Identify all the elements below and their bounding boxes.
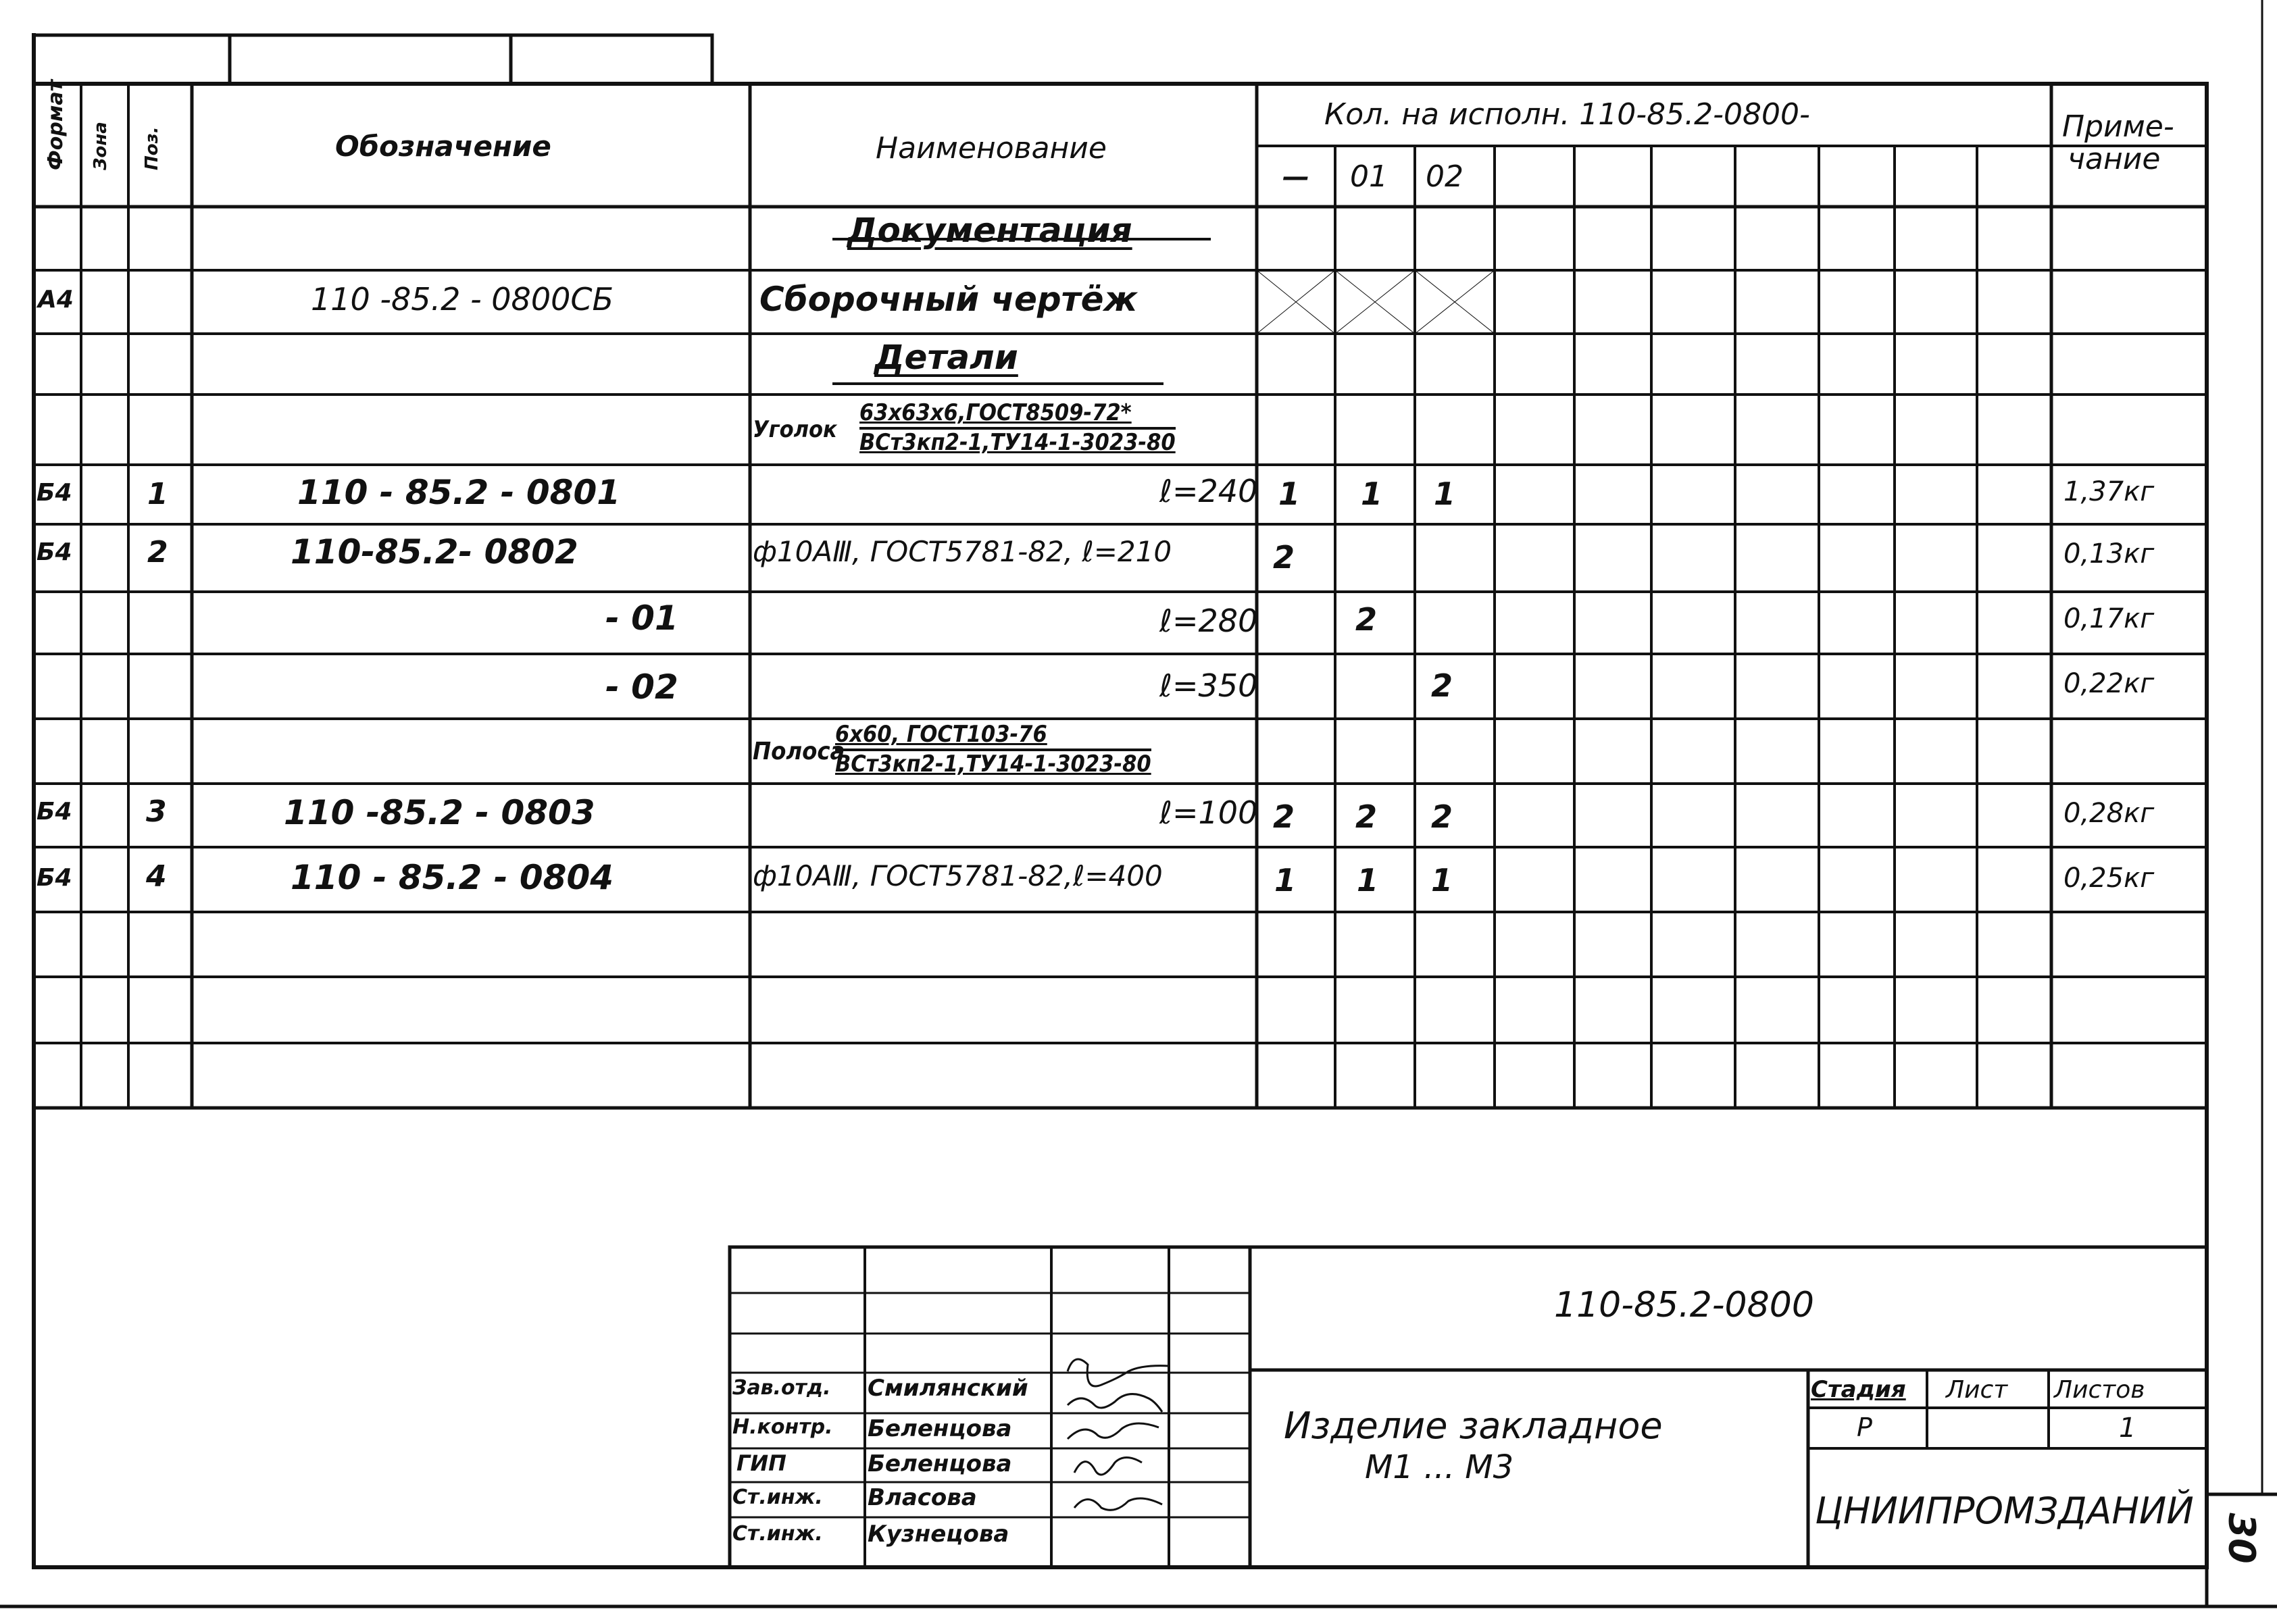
row-name: ф10АⅢ, ГОСТ5781-82,ℓ=400 [753, 859, 1163, 892]
row-designation: 110 -85.2 - 0803 [284, 793, 595, 832]
row-pos: 3 [146, 794, 167, 829]
row-qty-01: 2 [1355, 798, 1378, 835]
qty-title: Кол. на исполн. 110-85.2-0800- [1324, 97, 1810, 132]
row-pos: 4 [146, 859, 167, 894]
signature-3 [1068, 1423, 1159, 1439]
material-strip [753, 721, 1151, 777]
stage-value: Р [1857, 1413, 1872, 1442]
qty-variant-02: 02 [1426, 159, 1463, 194]
item-name-line2: М1 ... М3 [1365, 1448, 1514, 1486]
staff-role: Н.контр. [732, 1415, 833, 1439]
sheets-label: Листов [2054, 1376, 2145, 1404]
row-qty-02: 1 [1434, 476, 1456, 512]
staff-name: Беленцова [868, 1450, 1012, 1477]
row-format: Б4 [36, 798, 72, 826]
staff-name: Кузнецова [868, 1521, 1009, 1548]
material-angle-prefix: Уголок [753, 416, 837, 443]
staff-role: Ст.инж. [732, 1522, 823, 1546]
row-note: 0,22кг [2063, 668, 2155, 699]
row-note: 0,28кг [2063, 798, 2155, 829]
col-format-label: Формат [44, 80, 68, 170]
row-note: 0,17кг [2063, 603, 2155, 634]
row-name: ℓ=100 [1159, 794, 1258, 831]
row-designation: 110 - 85.2 - 0804 [291, 858, 614, 897]
row-note: 0,13кг [2063, 538, 2155, 569]
section-details: Детали [874, 338, 1018, 377]
row-format: А4 [38, 286, 74, 313]
row-qty-base: 1 [1274, 862, 1297, 898]
row-qty-02: 2 [1431, 667, 1453, 704]
row-qty-01: 1 [1357, 862, 1379, 898]
material-angle [753, 400, 1176, 455]
note-label-line2: чание [2068, 142, 2161, 176]
row-qty-01: 2 [1355, 601, 1378, 638]
row-format: Б4 [36, 479, 72, 507]
signature-4 [1074, 1458, 1142, 1475]
staff-name: Беленцова [868, 1415, 1012, 1442]
material-angle-numerator: 63x63x6,ГОСТ8509-72* [859, 400, 1176, 430]
qty-variant-01: 01 [1350, 159, 1388, 194]
row-name: ℓ=350 [1159, 667, 1258, 704]
row-name: Сборочный чертёж [759, 280, 1138, 319]
row-note: 1,37кг [2063, 476, 2155, 507]
row-format: Б4 [36, 864, 72, 892]
row-designation: - 02 [605, 667, 678, 707]
col-name-label: Наименование [876, 131, 1107, 166]
row-designation: 110-85.2- 0802 [291, 532, 578, 572]
row-format: Б4 [36, 538, 72, 566]
sheets-value: 1 [2119, 1413, 2136, 1444]
row-designation: 110 - 85.2 - 0801 [297, 473, 621, 512]
row-qty-base: 1 [1278, 476, 1301, 512]
staff-name: Смилянский [868, 1375, 1028, 1402]
row-qty-02: 2 [1431, 798, 1453, 835]
page-number: 30 [2220, 1513, 2263, 1564]
material-angle-denominator: ВСт3кп2-1,ТУ14-1-3023-80 [859, 429, 1176, 456]
row-name: ф10АⅢ, ГОСТ5781-82, ℓ=210 [753, 535, 1172, 568]
signature-group [1068, 1359, 1169, 1510]
item-name-line1: Изделие закладное [1284, 1404, 1663, 1447]
row-designation: - 01 [605, 599, 678, 638]
note-label-line1: Приме- [2062, 109, 2174, 144]
document-code: 110-85.2-0800 [1554, 1285, 1814, 1325]
organization-name: ЦНИИПРОМЗДАНИЙ [1815, 1490, 2194, 1532]
section-documentation: Документация [847, 211, 1132, 250]
row-note: 0,25кг [2063, 863, 2155, 894]
staff-role: ГИП [736, 1450, 786, 1476]
material-strip-numerator: 6x60, ГОСТ103-76 [835, 721, 1151, 751]
staff-role: Ст.инж. [732, 1486, 823, 1509]
row-designation: 110 -85.2 - 0800СБ [311, 281, 614, 318]
stage-label: Стадия [1811, 1376, 1906, 1403]
col-pos-label: Поз. [142, 126, 162, 170]
row-qty-01: 1 [1361, 476, 1383, 512]
row-qty-base: 2 [1273, 798, 1295, 835]
sheet-label: Лист [1946, 1376, 2008, 1404]
signature-2 [1068, 1394, 1162, 1412]
row-pos: 2 [147, 535, 168, 569]
staff-name: Власова [868, 1484, 977, 1511]
row-qty-base: 2 [1273, 539, 1295, 576]
row-qty-02: 1 [1431, 862, 1453, 898]
row-name: ℓ=240 [1159, 473, 1258, 509]
qty-variant-base: — [1282, 161, 1309, 193]
material-strip-denominator: ВСт3кп2-1,ТУ14-1-3023-80 [835, 751, 1151, 778]
col-designation-label: Обозначение [335, 130, 551, 163]
col-zone-label: Зона [91, 122, 111, 170]
staff-role: Зав.отд. [732, 1376, 831, 1400]
material-strip-prefix: Полоса [753, 738, 845, 765]
row-name: ℓ=280 [1159, 603, 1258, 639]
row-pos: 1 [147, 477, 168, 511]
signature-5 [1074, 1498, 1162, 1510]
